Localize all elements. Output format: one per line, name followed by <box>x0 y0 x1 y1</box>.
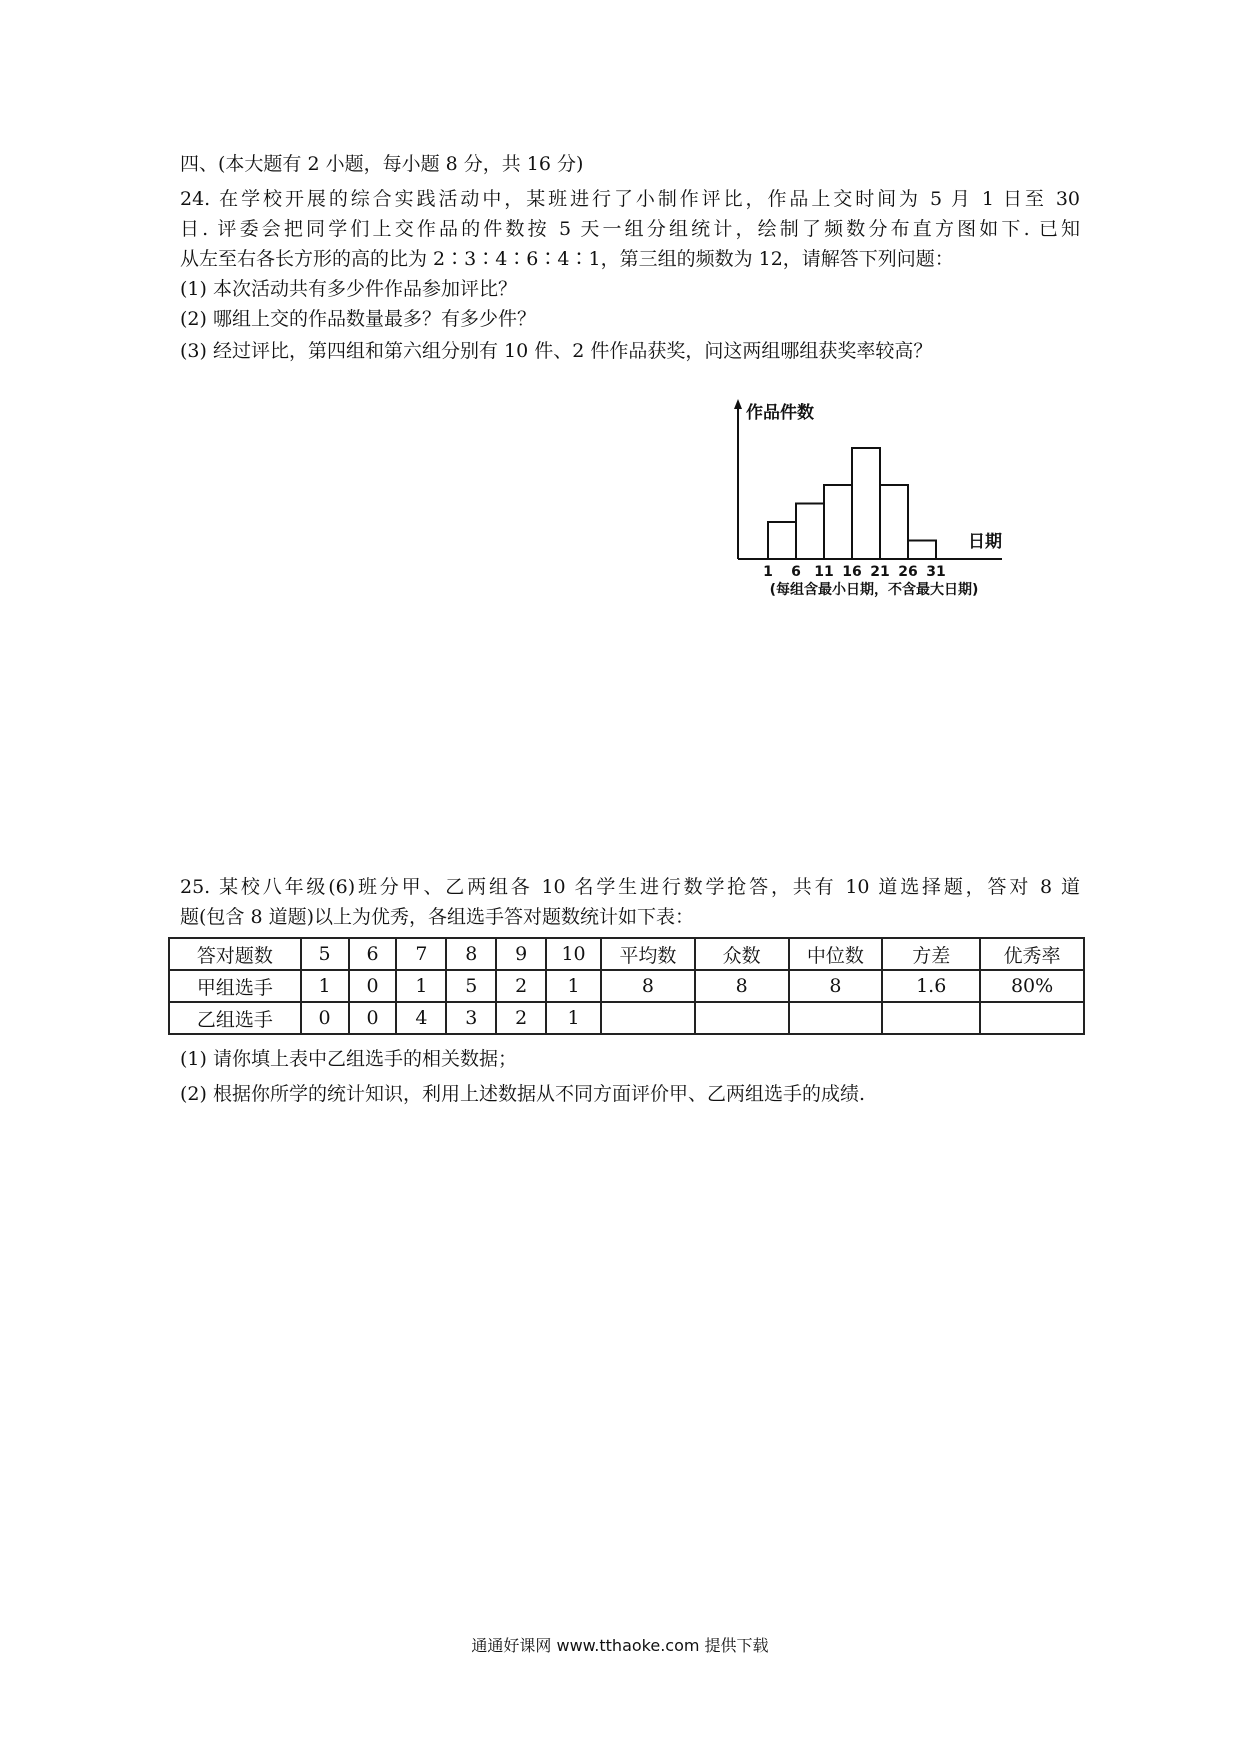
x-tick-label: 11 <box>814 564 834 580</box>
table-cell: 方差 <box>882 938 980 970</box>
q25-line-1: 25. 某校八年级(6)班分甲、乙两组各 10 名学生进行数学抢答，共有 10 道选择题，答对 8 道 <box>180 876 1080 898</box>
q24-sub-2: (2) 哪组上交的作品数量最多？有多少件？ <box>180 308 536 330</box>
table-cell: 0 <box>349 970 397 1002</box>
x-tick-label: 31 <box>926 564 946 580</box>
histogram-bar <box>768 522 796 559</box>
y-axis-label: 作品件数 <box>746 403 814 423</box>
table-cell: 4 <box>396 1002 446 1034</box>
table-cell: 2 <box>496 1002 546 1034</box>
table-cell: 中位数 <box>789 938 883 970</box>
q24-line-3: 从左至右各长方形的高的比为 2∶3∶4∶6∶4∶1，第三组的频数为 12，请解答下列问题： <box>180 248 954 270</box>
table-cell: 8 <box>789 970 883 1002</box>
table-cell: 乙组选手 <box>169 1002 301 1034</box>
table-cell: 9 <box>496 938 546 970</box>
q25-sub-2: (2) 根据你所学的统计知识，利用上述数据从不同方面评价甲、乙两组选手的成绩. <box>180 1083 865 1105</box>
scores-table <box>168 937 1085 1035</box>
table-cell: 3 <box>446 1002 496 1034</box>
table-cell: 80% <box>980 970 1084 1002</box>
table-cell <box>789 1002 883 1034</box>
q24-sub-1: (1) 本次活动共有多少件作品参加评比？ <box>180 278 517 300</box>
table-cell: 0 <box>301 1002 349 1034</box>
table-cell: 6 <box>349 938 397 970</box>
table-cell: 众数 <box>695 938 789 970</box>
x-tick-label: 26 <box>898 564 918 580</box>
histogram-bar <box>908 541 936 560</box>
table-cell <box>980 1002 1084 1034</box>
table-cell: 2 <box>496 970 546 1002</box>
section-heading: 四、(本大题有 2 小题，每小题 8 分，共 16 分) <box>180 153 584 175</box>
x-axis-label: 日期 <box>968 532 1002 552</box>
x-tick-label: 21 <box>870 564 890 580</box>
table-cell <box>601 1002 695 1034</box>
histogram-bar <box>824 485 852 559</box>
table-cell: 8 <box>601 970 695 1002</box>
table-cell: 5 <box>446 970 496 1002</box>
q24-line-2: 日. 评委会把同学们上交作品的件数按 5 天一组分组统计，绘制了频数分布直方图如下. 已知 <box>180 218 1080 240</box>
histogram-bar <box>880 485 908 559</box>
table-header-row <box>169 938 1084 970</box>
table-cell <box>882 1002 980 1034</box>
x-tick-label: 16 <box>842 564 862 580</box>
table-cell: 1.6 <box>882 970 980 1002</box>
table-cell: 0 <box>349 1002 397 1034</box>
histogram-bar <box>796 504 824 560</box>
q25-line-2: 题(包含 8 道题)以上为优秀，各组选手答对题数统计如下表： <box>180 906 694 928</box>
y-axis-arrow <box>734 399 742 409</box>
table-cell: 1 <box>396 970 446 1002</box>
table-cell: 8 <box>446 938 496 970</box>
q24-line-1: 24. 在学校开展的综合实践活动中，某班进行了小制作评比，作品上交时间为 5 月 1 日至 30 <box>180 188 1080 210</box>
table-cell: 5 <box>301 938 349 970</box>
histogram-bar <box>852 448 880 559</box>
q24-sub-3: (3) 经过评比，第四组和第六组分别有 10 件、2 件作品获奖，问这两组哪组获奖率较高？ <box>180 340 933 362</box>
table-cell: 1 <box>301 970 349 1002</box>
table-cell <box>695 1002 789 1034</box>
table-cell: 平均数 <box>601 938 695 970</box>
histogram-chart <box>720 395 1020 605</box>
table-cell: 1 <box>546 970 601 1002</box>
table-cell: 10 <box>546 938 601 970</box>
table-cell: 答对题数 <box>169 938 301 970</box>
x-tick-label: 6 <box>791 564 801 580</box>
footer-text: 通通好课网 www.tthaoke.com 提供下载 <box>471 1636 769 1655</box>
x-tick-label: 1 <box>763 564 773 580</box>
table-cell: 8 <box>695 970 789 1002</box>
table-cell: 优秀率 <box>980 938 1084 970</box>
table-cell: 7 <box>396 938 446 970</box>
table-cell: 甲组选手 <box>169 970 301 1002</box>
chart-caption: (每组含最小日期，不含最大日期) <box>769 582 979 598</box>
q25-sub-1: (1) 请你填上表中乙组选手的相关数据； <box>180 1048 517 1070</box>
table-row <box>169 1002 1084 1034</box>
table-cell: 1 <box>546 1002 601 1034</box>
table-row <box>169 970 1084 1002</box>
